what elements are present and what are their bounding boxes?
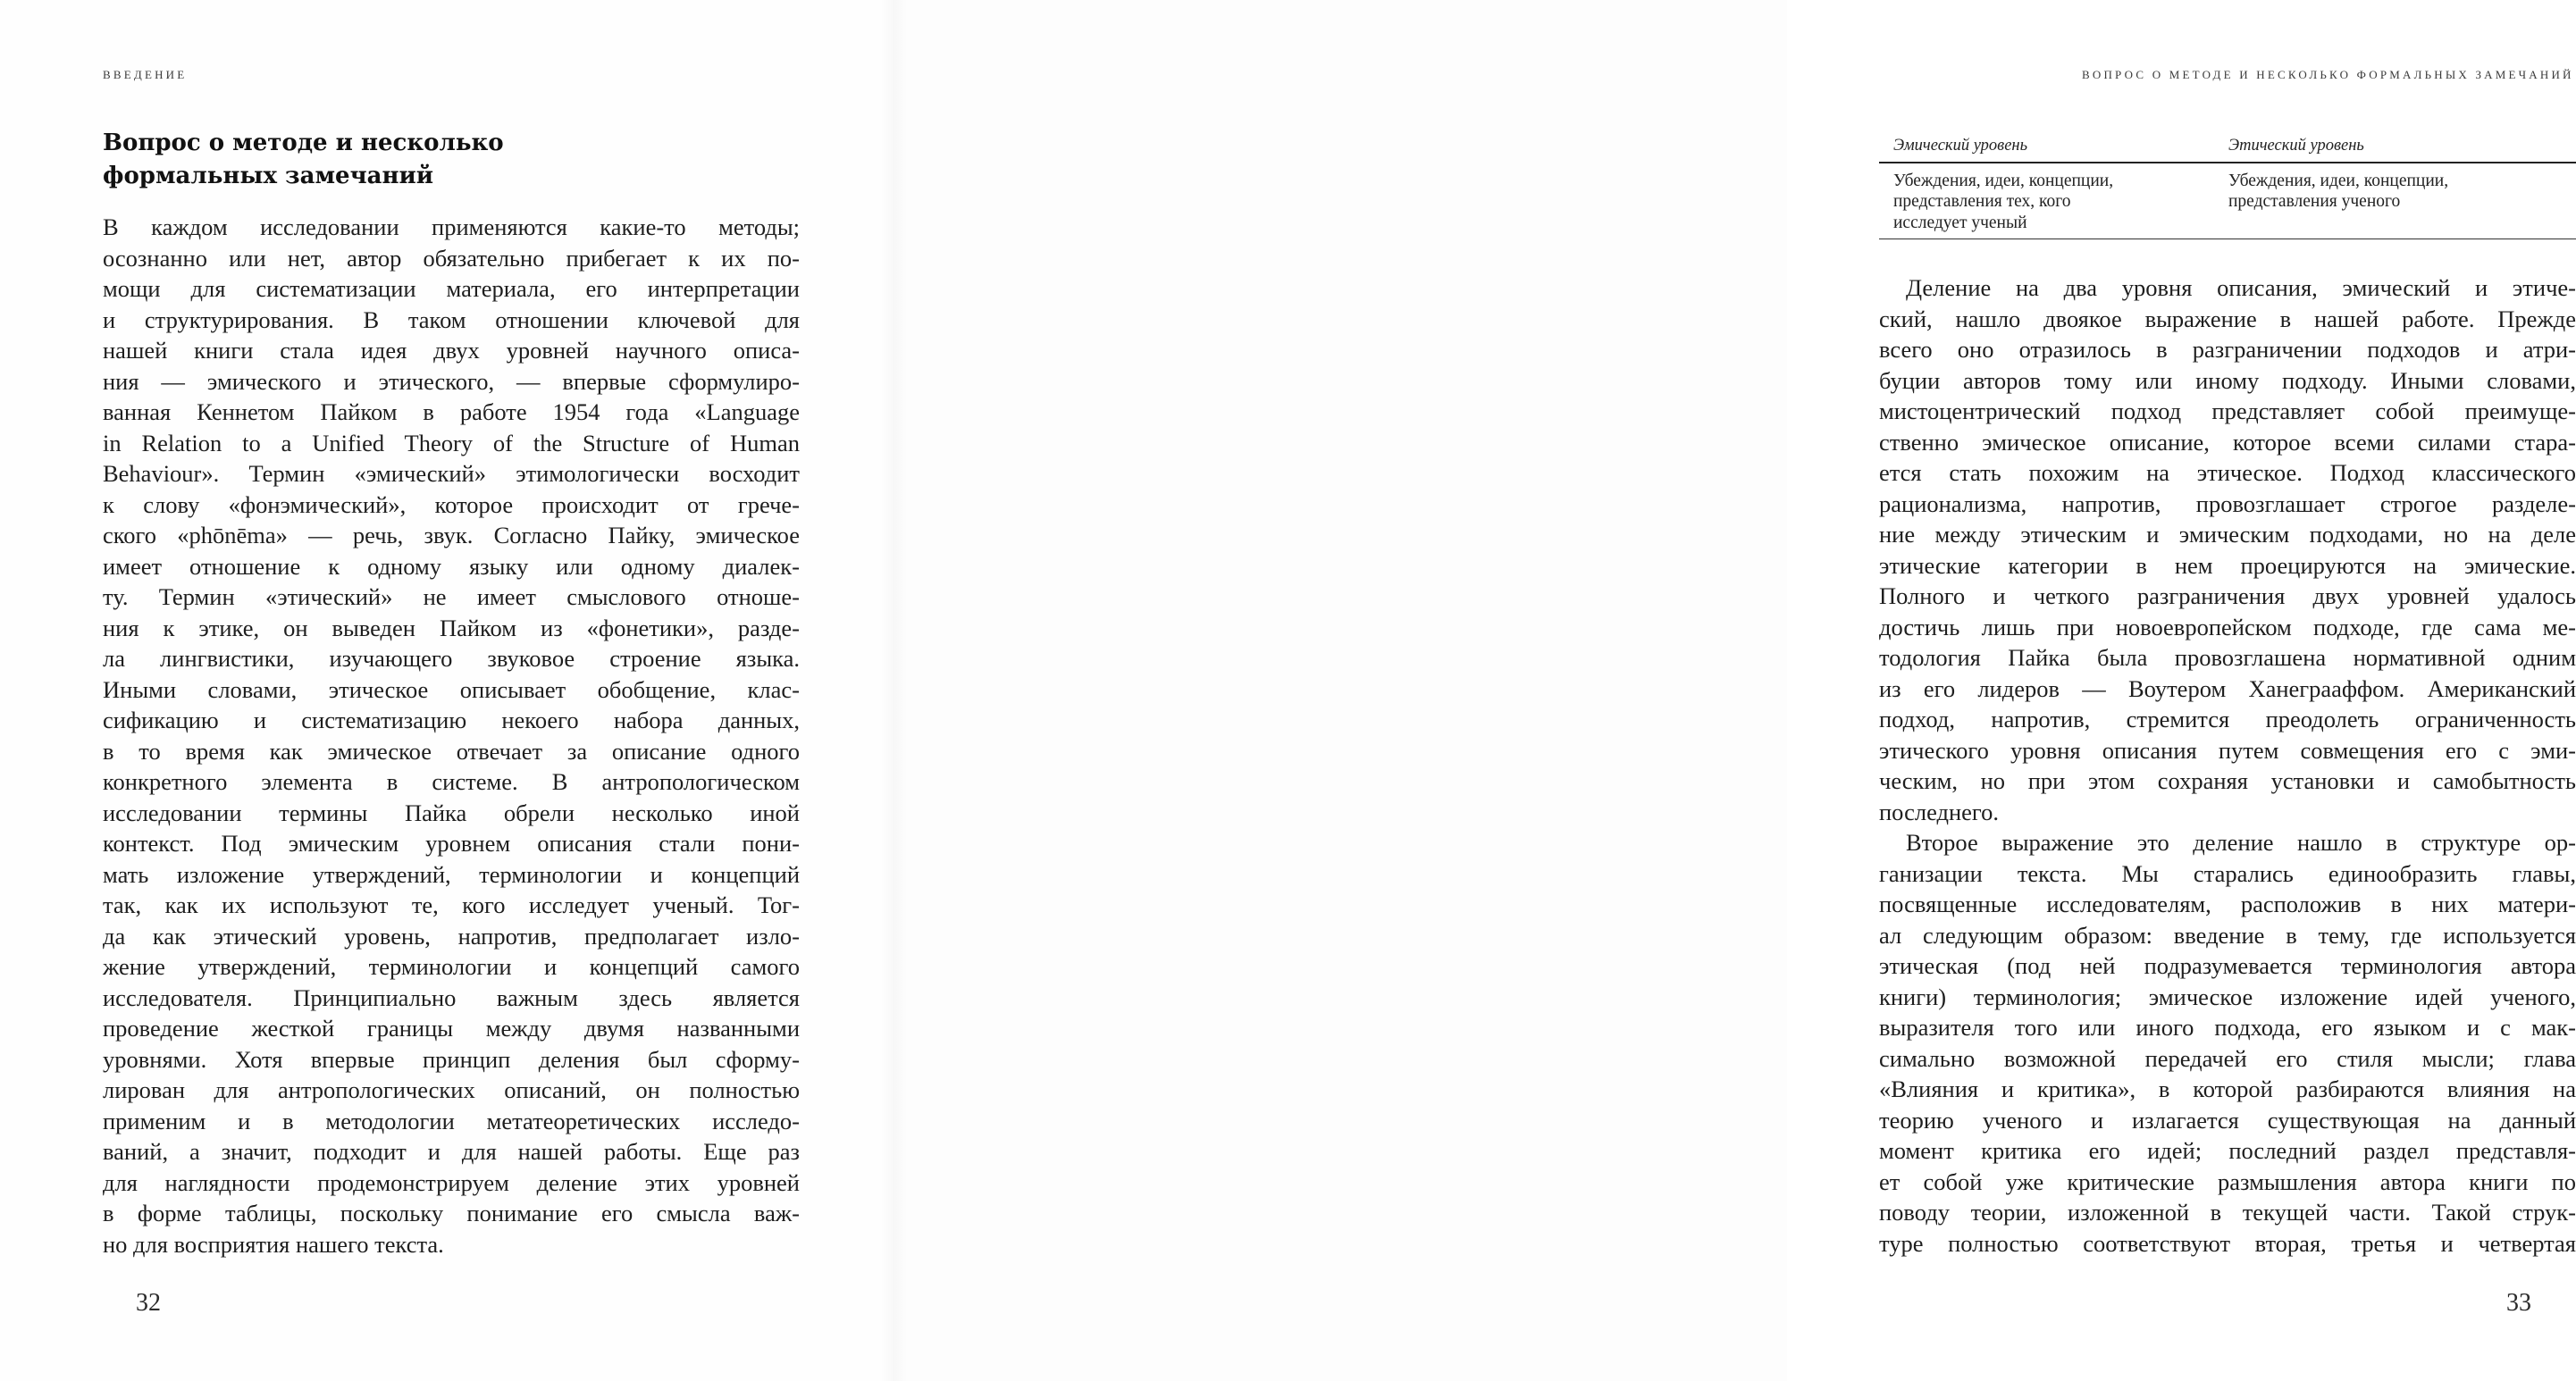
text-line: всего оно отразилось в разграничении подходов и атри- xyxy=(1879,336,2576,363)
text-line: момент критика его идей; последний раздел представля- xyxy=(1879,1137,2576,1164)
section-heading xyxy=(103,127,800,193)
text-line: буции авторов тому или иному подходу. Иными словами, xyxy=(1879,366,2576,394)
table-cell-emic xyxy=(1879,171,2223,234)
text-line: мощи для систематизации материала, его интерпретации xyxy=(103,275,800,302)
text-line: уровнями. Хотя впервые принцип деления был сформу- xyxy=(103,1045,800,1073)
text-line: теорию ученого и излагается существующая на данный xyxy=(1879,1106,2576,1134)
left-running-head: ВВЕДЕНИЕ xyxy=(103,68,188,81)
text-line: «Влияния и критика», в которой разбираются влияния на xyxy=(1879,1076,2576,1102)
text-line: исследовании термины Пайка обрели несколько иной xyxy=(103,799,800,826)
text-line: нашей книги стала идея двух уровней научного описа- xyxy=(103,337,800,364)
text-line: ние между этическим и эмическим подходами, но на деле xyxy=(1879,521,2576,548)
text-line: этическая (под ней подразумевается терминология автора xyxy=(1879,952,2576,979)
text-line: контекст. Под эмическим уровнем описания стали пони- xyxy=(103,830,800,857)
text-line: Behaviour». Термин «эмический» этимологически восходит xyxy=(103,460,800,487)
text-line: ет собой уже критические размышления автора книги по xyxy=(1879,1168,2576,1195)
text-line: ганизации текста. Мы старались единообразить главы, xyxy=(1879,859,2576,887)
text-line: сификацию и систематизацию некоего набора данных, xyxy=(103,707,800,733)
text-line: ского «phōnēma» — речь, звук. Согласно Пайку, эмическое xyxy=(103,522,800,548)
text-line: лирован для антропологических описаний, он полностью xyxy=(103,1076,800,1103)
text-line: ния — эмического и этического, — впервые сформулиро- xyxy=(103,367,800,395)
section-heading-line: формальных замечаний xyxy=(103,163,434,189)
right-page xyxy=(894,0,2576,1381)
text-line: симально возможной передачей его стиля мысли; глава xyxy=(1879,1044,2576,1072)
text-line: посвященные исследователям, расположив в них матери- xyxy=(1879,891,2576,917)
right-page-number: 33 xyxy=(2506,1289,2531,1317)
table-cell-line: представления ученого xyxy=(2228,192,2401,212)
text-line: ту. Термин «этический» не имеет смыслового отноше- xyxy=(103,583,800,610)
text-line: ния к этике, он выведен Пайком из «фонетики», разде- xyxy=(103,614,800,641)
left-body-text xyxy=(103,212,800,1260)
text-line: ал следующим образом: введение в тему, где используется xyxy=(1879,921,2576,949)
text-line: поводу теории, изложенной в текущей части. Такой струк- xyxy=(1879,1199,2576,1226)
text-line: исследователя. Принципиально важным здесь является xyxy=(103,983,800,1011)
table-cell-line: исследует ученый xyxy=(1893,213,2027,232)
table-row xyxy=(1879,163,2576,239)
text-line: имеет отношение к одному языку или одному диалек- xyxy=(103,552,800,580)
levels-table xyxy=(1879,130,2576,239)
table-cell-line: представления тех, кого xyxy=(1893,192,2071,212)
text-line: тодология Пайка была провозглашена нормативной одним xyxy=(1879,644,2576,671)
text-line: книги) терминология; эмическое изложение идей ученого, xyxy=(1879,983,2576,1010)
text-line: ется стать похожим на этическое. Подход классического xyxy=(1879,459,2576,486)
text-line: но для восприятия нашего текста. xyxy=(103,1230,444,1258)
text-line: к слову «фонэмический», которое происходит от грече- xyxy=(103,490,800,518)
text-line: в форме таблицы, поскольку понимание его смысла важ- xyxy=(103,1200,800,1226)
text-line: так, как их используют те, кого исследует ученый. Тог- xyxy=(103,891,800,918)
table-cell-line: Убеждения, идеи, концепции, xyxy=(1893,171,2114,190)
text-line: достичь лишь при новоевропейском подходе, где сама ме- xyxy=(1879,613,2576,640)
text-line: применим и в методологии метатеоретических исследо- xyxy=(103,1107,800,1134)
text-line: конкретного элемента в системе. В антропологическом xyxy=(103,768,800,795)
text-line: ственно эмическое описание, которое всеми силами стара- xyxy=(1879,428,2576,456)
right-running-head: ВОПРОС О МЕТОДЕ И НЕСКОЛЬКО ФОРМАЛЬНЫХ ЗАМЕЧАНИЙ xyxy=(2082,68,2574,81)
text-line: да как этический уровень, напротив, предполагает изло- xyxy=(103,922,800,950)
text-line: Полного и четкого разграничения двух уровней удалось xyxy=(1879,582,2576,609)
text-line: Иными словами, этическое описывает обобщение, клас- xyxy=(103,675,800,703)
text-line: проведение жесткой границы между двумя названными xyxy=(103,1015,800,1042)
text-line: in Relation to a Unified Theory of the Structure of Human xyxy=(103,429,800,456)
text-line: туре полностью соответствуют вторая, третья и четвертая xyxy=(1879,1229,2576,1257)
text-line: Второе выражение это деление нашло в структуре ор- xyxy=(1906,829,2576,856)
table-cell-etic xyxy=(2223,171,2576,234)
text-line: ванная Кеннетом Пайком в работе 1954 года «Language xyxy=(103,398,800,425)
text-line: осознанно или нет, автор обязательно прибегает к их по- xyxy=(103,244,800,272)
table-header-row xyxy=(1879,130,2576,162)
right-paragraph-2 xyxy=(1879,827,2576,1259)
text-line: подход, напротив, стремится преодолеть ограниченность xyxy=(1879,706,2576,732)
text-line: мать изложение утверждений, терминологии и концепций xyxy=(103,860,800,888)
text-line: жение утверждений, терминологии и концепций самого xyxy=(103,953,800,980)
text-line: для наглядности продемонстрируем деление этих уровней xyxy=(103,1168,800,1196)
text-line: ческим, но при этом сохраняя установки и самобытность xyxy=(1879,767,2576,794)
text-line: этического уровня описания путем совмещения его с эми- xyxy=(1879,736,2576,764)
right-paragraph-1 xyxy=(1879,272,2576,827)
text-line: рационализма, напротив, провозглашает строгое разделе- xyxy=(1879,490,2576,517)
text-line: этические категории в нем проецируются на эмические. xyxy=(1879,551,2576,579)
text-line: ский, нашло двоякое выражение в нашей работе. Прежде xyxy=(1879,305,2576,332)
gutter-shadow xyxy=(880,0,907,1381)
text-line: последнего. xyxy=(1879,798,2000,825)
text-line: из его лидеров — Воутером Ханеграаффом. Американский xyxy=(1879,674,2576,702)
table-cell-line: Убеждения, идеи, концепции, xyxy=(2228,171,2449,190)
left-page xyxy=(0,0,894,1381)
section-heading-line: Вопрос о методе и несколько xyxy=(103,130,504,156)
left-page-number: 32 xyxy=(136,1289,161,1317)
text-line: ваний, а значит, подходит и для нашей работы. Еще раз xyxy=(103,1138,800,1165)
table-header-etic: Этический уровень xyxy=(2228,137,2364,155)
text-line: выразителя того или иного подхода, его языком и с мак- xyxy=(1879,1014,2576,1041)
text-line: и структурирования. В таком отношении ключевой для xyxy=(103,305,800,333)
text-line: ла лингвистики, изучающего звуковое строение языка. xyxy=(103,645,800,672)
text-line: мистоцентрический подход представляет собой преимуще- xyxy=(1879,398,2576,424)
table-header-emic: Эмический уровень xyxy=(1893,137,2027,155)
text-line: В каждом исследовании применяются какие-то методы; xyxy=(103,213,800,240)
text-line: в то время как эмическое отвечает за описание одного xyxy=(103,737,800,765)
text-line: Деление на два уровня описания, эмический и этиче- xyxy=(1906,274,2576,301)
